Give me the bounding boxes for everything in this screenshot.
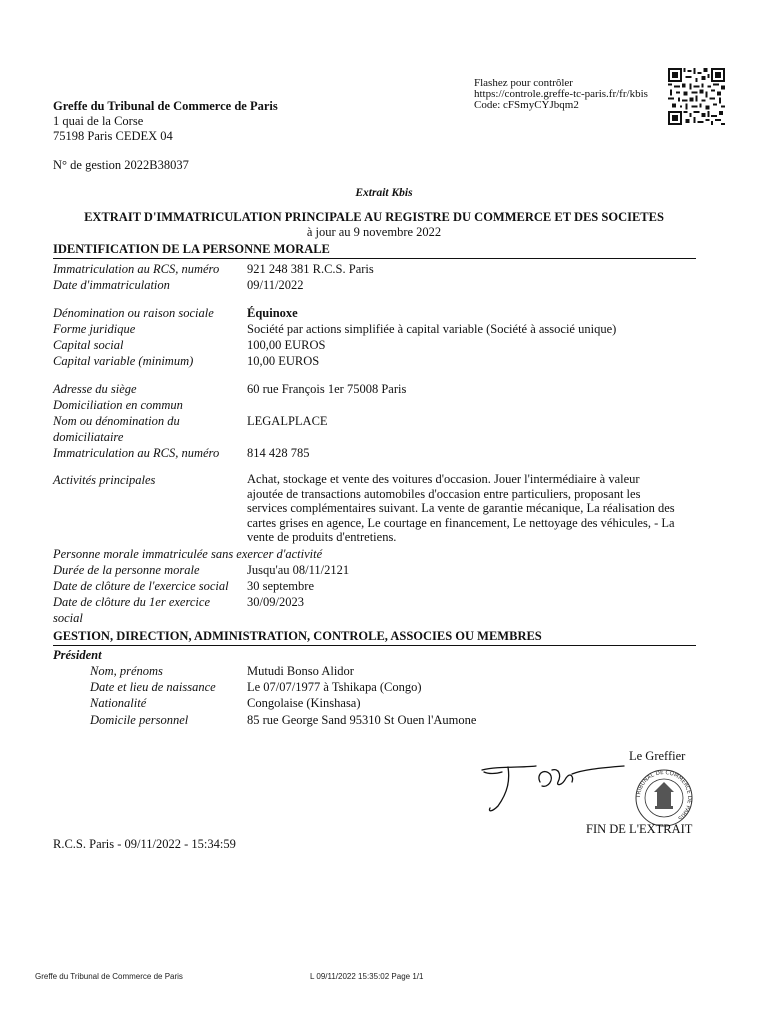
greffier-label: Le Greffier [629,749,686,763]
rcs-number-value: 921 248 381 R.C.S. Paris [247,262,374,276]
duration-label: Durée de la personne morale [53,563,200,577]
verification-code: Code: cFSmyCYJbqm2 [474,99,579,111]
registration-date-value: 09/11/2022 [247,278,304,292]
share-capital-label: Capital social [53,338,124,352]
share-capital-value: 100,00 EUROS [247,338,326,352]
activities-line: vente de produits d'entretiens. [247,530,397,544]
shared-domiciliation-label: Domiciliation en commun [53,398,183,412]
domiciliary-name-label-line1: Nom ou dénomination du [53,414,180,428]
footer-page-info: L 09/11/2022 15:35:02 Page 1/1 [310,972,424,981]
registry-address-line1: 1 quai de la Corse [53,114,144,128]
qr-code-icon[interactable] [668,68,725,125]
legal-form-label: Forme juridique [53,322,136,336]
home-address-label: Domicile personnel [90,713,189,727]
company-name-label: Dénomination ou raison sociale [53,306,214,320]
first-fiscal-year-end-label-line2: social [53,611,83,625]
president-name-label: Nom, prénoms [90,664,163,678]
registry-address-line2: 75198 Paris CEDEX 04 [53,129,173,143]
greffier-signature [478,756,628,816]
main-activities-label: Activités principales [53,473,156,487]
head-office-value: 60 rue François 1er 75008 Paris [247,382,407,396]
duration-value: Jusqu'au 08/11/2121 [247,563,350,577]
first-fiscal-year-end-value: 30/09/2023 [247,595,304,609]
first-fiscal-year-end-label-line1: Date de clôture du 1er exercice [53,595,210,609]
section-identification-title: IDENTIFICATION DE LA PERSONNE MORALE [53,242,696,259]
domiciliary-name-value: LEGALPLACE [247,414,328,428]
document-kind: Extrait Kbis [355,187,413,199]
company-name-value: Équinoxe [247,306,298,320]
document-date: à jour au 9 novembre 2022 [306,225,442,239]
head-office-label: Adresse du siège [53,382,137,396]
gestion-number: N° de gestion 2022B38037 [53,158,189,172]
domiciliary-rcs-value: 814 428 785 [247,446,310,460]
footer-registry: Greffe du Tribunal de Commerce de Paris [35,972,183,981]
variable-capital-label: Capital variable (minimum) [53,354,194,368]
birth-info-value: Le 07/07/1977 à Tshikapa (Congo) [247,680,422,694]
president-role-label: Président [53,648,102,662]
rcs-number-label: Immatriculation au RCS, numéro [53,262,220,276]
court-seal-icon [630,768,698,828]
activities-line: ajoutée de transactions automobiles d'occasion entre particuliers, proposant les [247,486,641,501]
fiscal-year-end-label: Date de clôture de l'exercice social [53,579,229,593]
verification-url[interactable]: https://controle.greffe-tc-paris.fr/fr/kbis [474,88,648,100]
activities-line: cartes grises en agence, Le courtage en financement, Le nettoyage des véhicules, - La [247,515,675,530]
domiciliary-rcs-label: Immatriculation au RCS, numéro [53,446,220,460]
seal-text: TRIBUNAL DE COMMERCE DE PARIS [635,769,693,821]
verification-instruction: Flashez pour contrôler [474,77,573,89]
document-title: EXTRAIT D'IMMATRICULATION PRINCIPALE AU REGISTRE DU COMMERCE ET DES SOCIETES [84,210,664,224]
legal-form-value: Société par actions simplifiée à capital variable (Société à associé unique) [247,322,617,336]
rcs-timestamp: R.C.S. Paris - 09/11/2022 - 15:34:59 [53,837,236,851]
registration-date-label: Date d'immatriculation [53,278,170,292]
domiciliary-name-label-line2: domiciliataire [53,430,124,444]
home-address-value: 85 rue George Sand 95310 St Ouen l'Aumone [247,713,477,727]
nationality-value: Congolaise (Kinshasa) [247,696,361,710]
fiscal-year-end-value: 30 septembre [247,579,314,593]
section-management-title: GESTION, DIRECTION, ADMINISTRATION, CONTROLE, ASSOCIES OU MEMBRES [53,629,696,646]
president-name-value: Mutudi Bonso Alidor [247,664,354,678]
variable-capital-value: 10,00 EUROS [247,354,320,368]
activities-line: services complémentaires suivant. La vente de garantie mécanique, La réalisation des [247,501,675,515]
nationality-label: Nationalité [90,696,147,710]
main-activities-value [247,472,702,545]
activities-line: Achat, stockage et vente des voitures d'occasion. Jouer l'intermédiaire à valeur [247,472,640,486]
birth-info-label: Date et lieu de naissance [90,680,216,694]
no-activity-notice: Personne morale immatriculée sans exercer d'activité [53,547,323,561]
registry-name: Greffe du Tribunal de Commerce de Paris [53,99,278,113]
end-of-extract: FIN DE L'EXTRAIT [586,822,693,836]
